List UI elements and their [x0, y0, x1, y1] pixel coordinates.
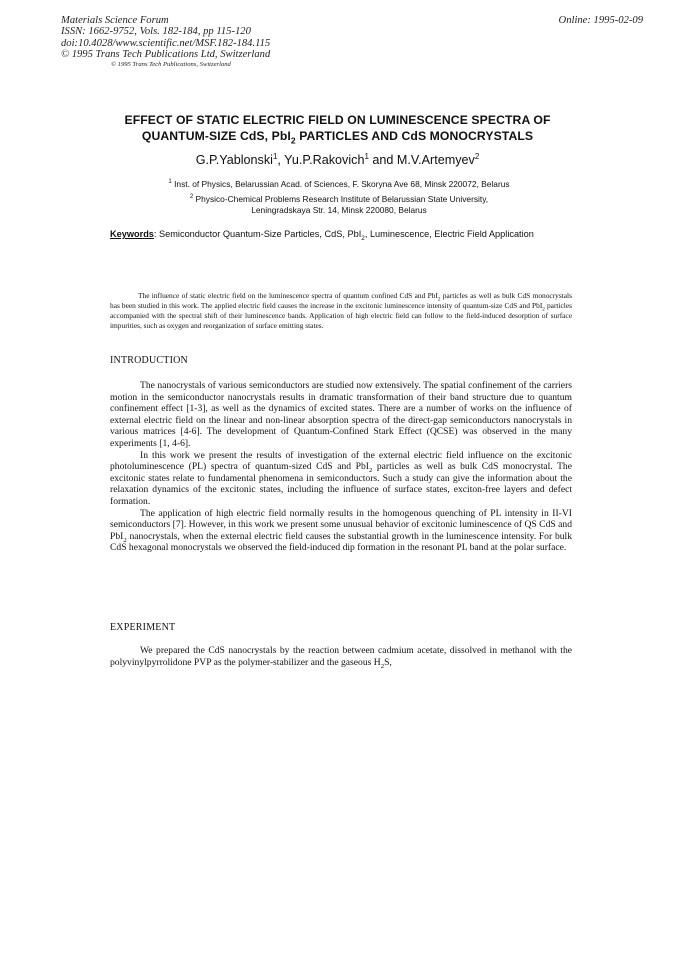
paper-title: [80, 112, 595, 144]
issn-line: ISSN: 1662-9752, Vols. 182-184, pp 115-120: [61, 26, 251, 38]
title-line-2: QUANTUM-SIZE CdS, PbI$_2$ PARTICLES AND CdS MONOCRYSTALS: [141, 129, 534, 146]
experiment-body: [110, 645, 572, 668]
author-list: G.P.Yablonski$^1$, Yu.P.Rakovich$^1$ and M.V.Artemyev$^2$: [195, 152, 480, 168]
intro-paragraph-1: The nanocrystals of various semiconductors are studied now extensively. The spatial confinement of the carriers motion in the semiconductor nanocrystals results in dramatic transformation of their band structure due to quantum confinement effect [1-3], as well as the dynamics of excited states. There are a number of works on the influence of external electric field on the linear and non-linear absorption spectra of the direct-gap semiconductors nanocrystals in various matrices [4-6]. The development of Quantum-Confined Stark Effect (QCSE) was observed in the many experiments [1, 4-6].: [110, 380, 572, 449]
doi-line: doi:10.4028/www.scientific.net/MSF.182-184.115: [61, 37, 271, 49]
affiliation-1: $^1$ Inst. of Physics, Belarussian Acad. of Sciences, F. Skoryna Ave 68, Minsk 220072, Belarus: [168, 178, 510, 189]
title-line-1: EFFECT OF STATIC ELECTRIC FIELD ON LUMINESCENCE SPECTRA OF: [124, 113, 551, 127]
keywords-label: Keywords: [110, 229, 154, 239]
journal-header: [61, 15, 270, 69]
intro-paragraph-2: In this work we present the results of investigation of the external electric field influence on the excitonic photoluminescence (PL) spectra of quantum-sized CdS and PbI$_2$ particles as well as bulk CdS monocrystal. The excitonic states relate to fundamental phenomena in semiconductors. Such a study can give the information about the relaxation dynamics of the excitonic states, including the influence of surface states, exciton-free layers and defect formation.: [110, 449, 572, 507]
experiment-heading: EXPERIMENT: [110, 622, 176, 633]
experiment-paragraph-1: We prepared the CdS nanocrystals by the reaction between cadmium acetate, dissolved in methanol with the polyvinylpyrrolidone PVP as the polymer-stabilizer and the gaseous $H_2S$,: [110, 645, 572, 670]
copyright-small: © 1995 Trans Tech Publications, Switzerland: [111, 61, 231, 69]
author-1: G.P.Yablonski: [195, 153, 273, 168]
keywords: Keywords: Semiconductor Quantum-Size Particles, CdS, PbI$_2$, Luminescence, Electric Field Application: [110, 229, 534, 242]
online-date: Online: 1995-02-09: [558, 15, 643, 26]
abstract: The influence of static electric field on the luminescence spectra of quantum confined CdS and PbI$_2$ particles as well as bulk CdS monocrystals has been studied in this work. The applied electric field causes the increase in the excitonic luminescence intensity of quantum-size CdS and PbI$_2$ particles accompanied with the spectral shift of their luminescence bands. Application of high electric field can follow to the field-induced desorption of surface impurities, such as oxygen and reorganization of surface emitting states.: [110, 291, 572, 330]
intro-paragraph-3: The application of high electric field normally results in the homogenous quenching of PL intensity in II-VI semiconductors [7]. However, in this work we present some unusual behavior of excitonic luminescence of QS CdS and PbI$_2$ nanocrystals, when the external electric field causes the substantial growth in the luminescence intensity. For bulk CdS hexagonal monocrystals we observed the field-induced dip formation in the resonant PL band at the polar surface.: [110, 507, 572, 554]
author-3: M.V.Artemyev: [396, 153, 475, 168]
journal-name: Materials Science Forum: [61, 15, 169, 26]
copyright-line: © 1995 Trans Tech Publications Ltd, Switzerland: [61, 48, 271, 60]
introduction-heading: INTRODUCTION: [110, 355, 188, 366]
introduction-body: [110, 380, 572, 554]
affiliation-2: $^2$ Physico-Chemical Problems Research Institute of Belarussian State University, Leningradskaya Str. 14, Minsk 220080, Belarus: [189, 193, 489, 215]
author-2: Yu.P.Rakovich: [284, 153, 365, 168]
